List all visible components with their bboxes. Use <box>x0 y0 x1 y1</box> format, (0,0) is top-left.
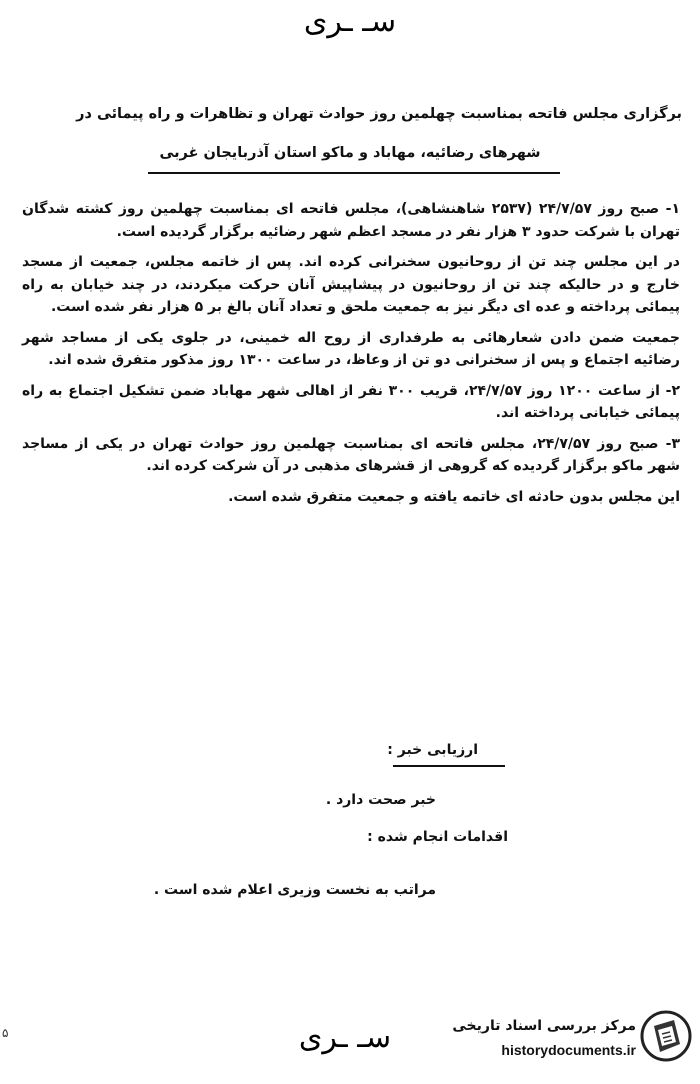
archive-logo-icon <box>640 1008 692 1064</box>
document-subtitle: شهرهای رضائیه، مهاباد و ماکو استان آذربایجان غربی <box>159 145 541 161</box>
paragraph-5: ۳- صبح روز ۲۴/۷/۵۷، مجلس فاتحه ای بمناسبت چهلمین روز حوادث تهران در یکی از مساجد شهر ماکو برگزار گردیده که گروهی از قشرهای مذهبی در آن شرکت کرده اند. <box>22 435 680 474</box>
document-body <box>22 198 680 516</box>
actions-label: اقدامات انجام شده : <box>367 829 508 845</box>
paragraph-4: ۲- از ساعت ۱۲۰۰ روز ۲۴/۷/۵۷، قریب ۳۰۰ نفر از اهالی شهر مهاباد ضمن تشکیل اجتماع به راه پیمائی خیابانی پرداخته اند. <box>22 382 680 421</box>
archive-watermark <box>436 1006 692 1070</box>
paragraph-2: در این مجلس چند تن از روحانیون سخنرانی کرده اند. پس از خاتمه مجلس، جمعیت از مسجد خارج و در حالیکه چند تن از روحانیون در پیشاپیش آنان حرکت میکردند، در چند خیابان به راه پیمائی پرداخته و عده ای دیگر نیز به جمعیت ملحق و تعداد آنان بالغ بر ۵ هزار نفر شده است. <box>22 254 680 315</box>
margin-mark: ۵ <box>2 1026 9 1040</box>
evaluation-value: خبر صحت دارد . <box>325 792 436 808</box>
paragraph-1: ۱- صبح روز ۲۴/۷/۵۷ (۲۵۳۷ شاهنشاهی)، مجلس فاتحه ای بمناسبت چهلمین روز کشته شدگان تهران با شرکت حدود ۳ هزار نفر در مسجد اعظم شهر رضائیه برگزار گردیده است. <box>22 201 680 240</box>
classification-footer: سـ ـرى <box>298 1020 392 1055</box>
document-title: برگزاری مجلس فاتحه بمناسبت چهلمین روز حوادث تهران و تظاهرات و راه پیمائی در <box>76 106 682 122</box>
evaluation-underline <box>393 765 505 767</box>
watermark-text-fa: مرکز بررسی اسناد تاریخی <box>452 1018 636 1034</box>
watermark-text-en: historydocuments.ir <box>501 1042 636 1058</box>
paragraph-3: جمعیت ضمن دادن شعارهائی به طرفداری از روح اله خمینی، در جلوی یکی از مساجد شهر رضائیه اجتماع و پس از سخنرانی دو تن از وعاظ، در ساعت ۱۳۰۰ روز مذکور متفرق شده اند. <box>22 329 680 368</box>
paragraph-6: این مجلس بدون حادثه ای خاتمه یافته و جمعیت متفرق شده است. <box>228 488 680 505</box>
title-underline <box>148 172 560 174</box>
actions-value: مراتب به نخست وزیری اعلام شده است . <box>153 882 436 898</box>
classification-header: سـ ـرى <box>303 4 397 39</box>
evaluation-label: ارزیابی خبر : <box>387 742 478 758</box>
